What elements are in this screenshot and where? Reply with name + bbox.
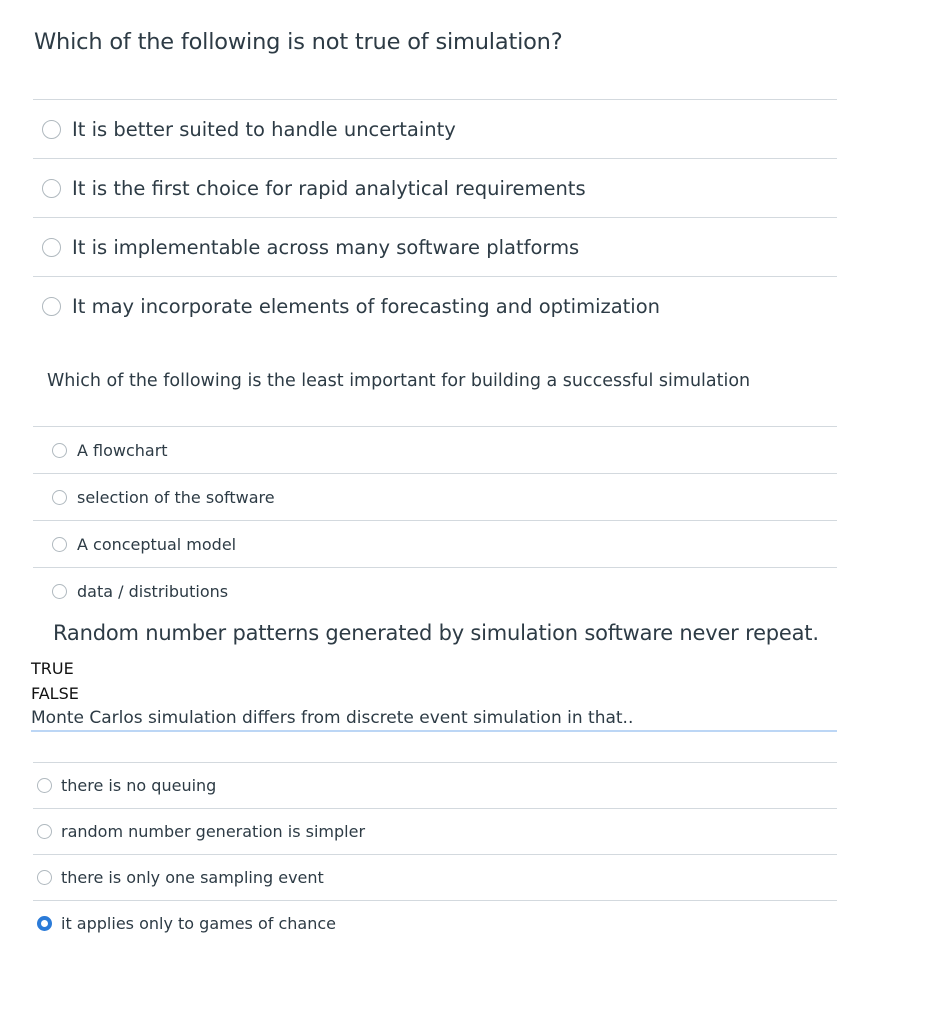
answer-label: A flowchart bbox=[77, 440, 168, 460]
answer-option[interactable] bbox=[33, 520, 837, 567]
answer-option[interactable] bbox=[33, 158, 837, 217]
answer-label: random number generation is simpler bbox=[61, 822, 366, 841]
question-4-options bbox=[33, 762, 837, 946]
answer-option[interactable] bbox=[33, 567, 837, 614]
answer-label: It may incorporate elements of forecasting and optimization bbox=[72, 294, 661, 318]
radio-button[interactable] bbox=[52, 490, 67, 505]
radio-button[interactable] bbox=[52, 584, 67, 599]
radio-button[interactable] bbox=[37, 870, 52, 885]
answer-label: selection of the software bbox=[77, 487, 275, 507]
answer-option[interactable] bbox=[33, 99, 837, 158]
radio-button[interactable] bbox=[37, 778, 52, 793]
answer-option[interactable] bbox=[33, 854, 837, 900]
title-underline bbox=[31, 730, 837, 732]
radio-button[interactable] bbox=[52, 443, 67, 458]
answer-label: there is no queuing bbox=[61, 776, 217, 795]
question-1-title: Which of the following is not true of simulation? bbox=[34, 29, 563, 55]
radio-button[interactable] bbox=[42, 179, 61, 198]
question-2-options bbox=[33, 426, 837, 614]
answer-label: It is implementable across many software platforms bbox=[72, 235, 580, 259]
answer-label: there is only one sampling event bbox=[61, 868, 324, 887]
answer-option[interactable] bbox=[33, 808, 837, 854]
radio-button[interactable] bbox=[37, 824, 52, 839]
answer-label: It is better suited to handle uncertainty bbox=[72, 117, 456, 141]
question-2-title: Which of the following is the least important for building a successful simulation bbox=[47, 371, 751, 391]
question-4-title: Monte Carlos simulation differs from discrete event simulation in that.. bbox=[31, 708, 634, 728]
answer-option[interactable] bbox=[33, 473, 837, 520]
question-3-title: Random number patterns generated by simulation software never repeat. bbox=[53, 621, 819, 645]
answer-option[interactable] bbox=[33, 762, 837, 808]
radio-button[interactable] bbox=[42, 120, 61, 139]
radio-button[interactable] bbox=[52, 537, 67, 552]
radio-button[interactable] bbox=[42, 238, 61, 257]
answer-label: data / distributions bbox=[77, 581, 229, 601]
answer-option[interactable] bbox=[33, 276, 837, 335]
answer-option[interactable] bbox=[33, 900, 837, 946]
answer-label: it applies only to games of chance bbox=[61, 914, 336, 933]
radio-button-selected[interactable] bbox=[37, 916, 52, 931]
question-1-options bbox=[33, 99, 837, 335]
true-option[interactable]: TRUE bbox=[31, 659, 74, 678]
answer-option[interactable] bbox=[33, 217, 837, 276]
answer-label: It is the first choice for rapid analytical requirements bbox=[72, 176, 586, 200]
false-option[interactable]: FALSE bbox=[31, 684, 79, 703]
answer-option[interactable] bbox=[33, 426, 837, 473]
radio-button[interactable] bbox=[42, 297, 61, 316]
answer-label: A conceptual model bbox=[77, 534, 237, 554]
